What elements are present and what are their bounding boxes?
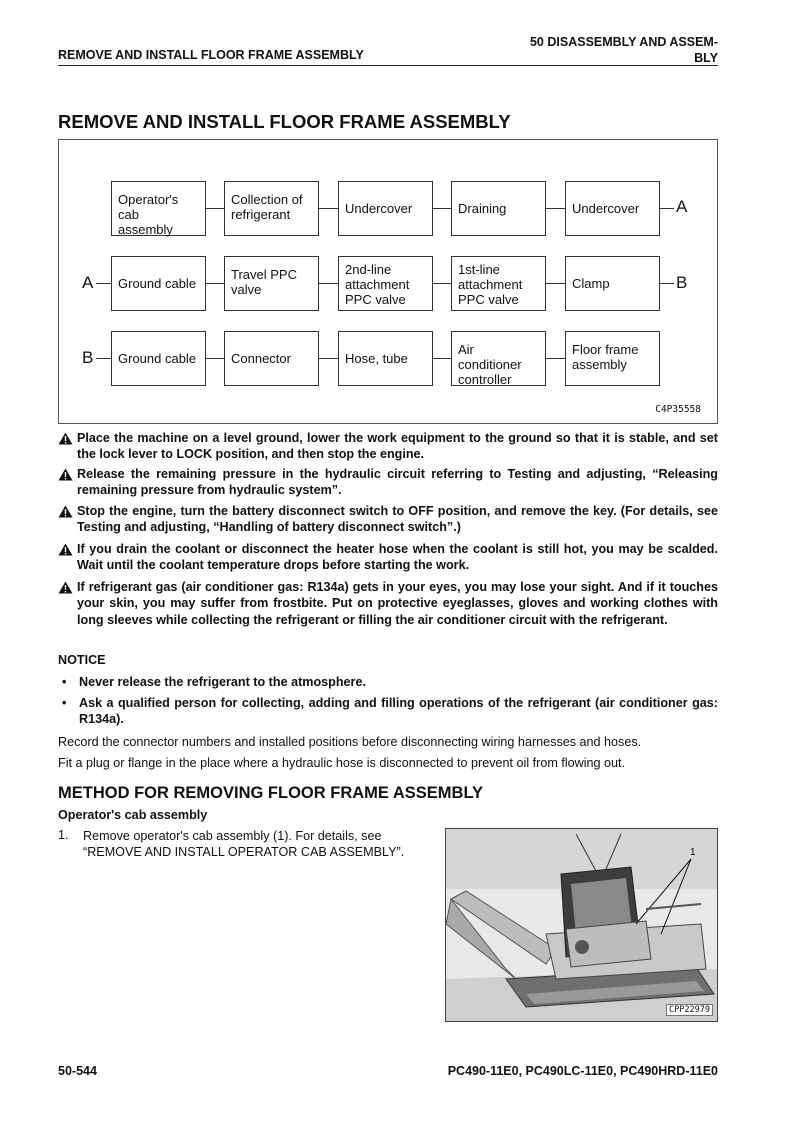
warning-item — [58, 430, 718, 463]
flow-box-label: Ground cable — [118, 276, 197, 291]
flow-box-label: Air conditioner controller — [458, 342, 522, 387]
flow-connector — [546, 358, 565, 359]
flow-connector — [319, 358, 338, 359]
flow-box-r1-c4 — [451, 181, 546, 236]
flow-link-letter: A — [82, 273, 94, 292]
warning-icon — [58, 581, 73, 594]
flow-box-label: 1st-line attachment PPC valve — [458, 262, 523, 307]
photo-figure-code: CPP22979 — [666, 1004, 713, 1016]
header-chapter-line2: BLY — [694, 51, 718, 65]
header-section-title: REMOVE AND INSTALL FLOOR FRAME ASSEMBLY — [58, 48, 364, 62]
notice-item — [62, 674, 718, 690]
warning-text: If you drain the coolant or disconnect the heater hose when the coolant is still hot, you may be scalded. Wait until the coolant temperature drops before starting the work. — [77, 542, 718, 573]
flowchart — [58, 139, 718, 424]
flow-box-r1-c5 — [565, 181, 660, 236]
flow-connector — [433, 208, 451, 209]
warning-item — [58, 503, 718, 536]
flow-box-r1-c3 — [338, 181, 433, 236]
flow-connector — [96, 358, 111, 359]
flow-link-letter: B — [82, 348, 94, 367]
flow-box-r3-c4 — [451, 331, 546, 386]
sub-heading: Operator's cab assembly — [58, 808, 208, 822]
warning-icon — [58, 543, 73, 556]
warning-icon — [58, 468, 73, 481]
flow-box-label: Clamp — [572, 276, 610, 291]
flow-box-label: Floor frame assembly — [572, 342, 639, 372]
flow-box-label: Hose, tube — [345, 351, 408, 366]
flow-connector — [319, 283, 338, 284]
flow-connector — [319, 208, 338, 209]
flow-box-r2-c3 — [338, 256, 433, 311]
flow-link-letter: A — [676, 197, 688, 216]
warning-icon — [58, 432, 73, 445]
flow-connector — [206, 208, 224, 209]
warning-text: Release the remaining pressure in the hydraulic circuit referring to Testing and adjusting, “Releasing remaining pressure from hydraulic system”. — [77, 467, 718, 498]
header-rule — [58, 65, 718, 66]
header-chapter-line1: 50 DISASSEMBLY AND ASSEM- — [529, 35, 718, 49]
bullet-icon: • — [62, 696, 67, 710]
warning-item — [58, 466, 718, 499]
flow-box-label: Undercover — [572, 201, 640, 216]
warning-item — [58, 579, 718, 628]
body-paragraph: Fit a plug or flange in the place where a hydraulic hose is disconnected to prevent oil from flowing out. — [58, 756, 626, 770]
notice-item-text: Never release the refrigerant to the atmosphere. — [79, 675, 366, 689]
excavator-illustration — [446, 829, 718, 1022]
notice-item-text: Ask a qualified person for collecting, adding and filling operations of the refrigerant (air conditioner gas: R134a). — [79, 696, 718, 727]
flow-box-label: Undercover — [345, 201, 413, 216]
flow-connector — [546, 208, 565, 209]
flow-box-r1-c2 — [224, 181, 319, 236]
flow-connector — [433, 358, 451, 359]
notice-item — [62, 695, 718, 728]
flow-box-label: Ground cable — [118, 351, 197, 366]
flow-box-label: Travel PPC valve — [231, 267, 297, 297]
excavator-photo — [445, 828, 718, 1022]
flow-link-letter: B — [676, 273, 688, 292]
flow-box-r2-c5 — [565, 256, 660, 311]
page-title: REMOVE AND INSTALL FLOOR FRAME ASSEMBLY — [58, 111, 511, 132]
flow-connector — [206, 358, 224, 359]
photo-callout-number: 1 — [690, 847, 696, 858]
flow-box-r3-c5 — [565, 331, 660, 386]
warning-text: Place the machine on a level ground, lower the work equipment to the ground so that it is stable, and set the lock lever to LOCK position, and then stop the engine. — [77, 431, 718, 462]
flow-connector — [206, 283, 224, 284]
model-list: PC490-11E0, PC490LC-11E0, PC490HRD-11E0 — [447, 1064, 718, 1078]
flow-box-r3-c1 — [111, 331, 206, 386]
flow-connector — [546, 283, 565, 284]
header-chapter-title — [530, 34, 718, 66]
flow-box-label: Draining — [458, 201, 507, 216]
flow-box-r3-c3 — [338, 331, 433, 386]
flow-connector — [660, 283, 674, 284]
step-number: 1. — [58, 828, 69, 842]
flowchart-figure-code: C4P35558 — [655, 404, 701, 415]
flow-box-r2-c4 — [451, 256, 546, 311]
page-number: 50-544 — [58, 1064, 97, 1078]
flow-box-label: Operator's cab assembly — [118, 192, 179, 237]
flow-connector — [433, 283, 451, 284]
flow-box-r2-c1 — [111, 256, 206, 311]
warning-text: If refrigerant gas (air conditioner gas: R134a) gets in your eyes, you may lose your sight. And if it touches your skin, you may suffer from frostbite. Put on protective eyeglasses, gloves and working clothes with long sleeves while collecting the refrigerant or filling the air conditioner circuit with the refrigerant. — [77, 580, 718, 627]
flow-box-r2-c2 — [224, 256, 319, 311]
flow-box-r1-c1 — [111, 181, 206, 236]
flow-box-label: Collection of refrigerant — [231, 192, 303, 222]
warning-icon — [58, 505, 73, 518]
flow-box-r3-c2 — [224, 331, 319, 386]
flow-connector — [96, 283, 111, 284]
bullet-icon: • — [62, 675, 67, 689]
flow-box-label: Connector — [231, 351, 291, 366]
warning-text: Stop the engine, turn the battery disconnect switch to OFF position, and remove the key. (For details, see Testing and adjusting, “Handling of battery disconnect switch”.) — [77, 504, 718, 535]
flow-connector — [660, 208, 674, 209]
step-text: Remove operator's cab assembly (1). For details, see “REMOVE AND INSTALL OPERATOR CAB ASSEMBLY”. — [83, 829, 405, 859]
warning-item — [58, 541, 718, 574]
method-heading: METHOD FOR REMOVING FLOOR FRAME ASSEMBLY — [58, 784, 484, 802]
notice-heading: NOTICE — [58, 653, 106, 667]
flow-box-label: 2nd-line attachment PPC valve — [345, 262, 410, 307]
body-paragraph: Record the connector numbers and installed positions before disconnecting wiring harnesses and hoses. — [58, 735, 642, 749]
